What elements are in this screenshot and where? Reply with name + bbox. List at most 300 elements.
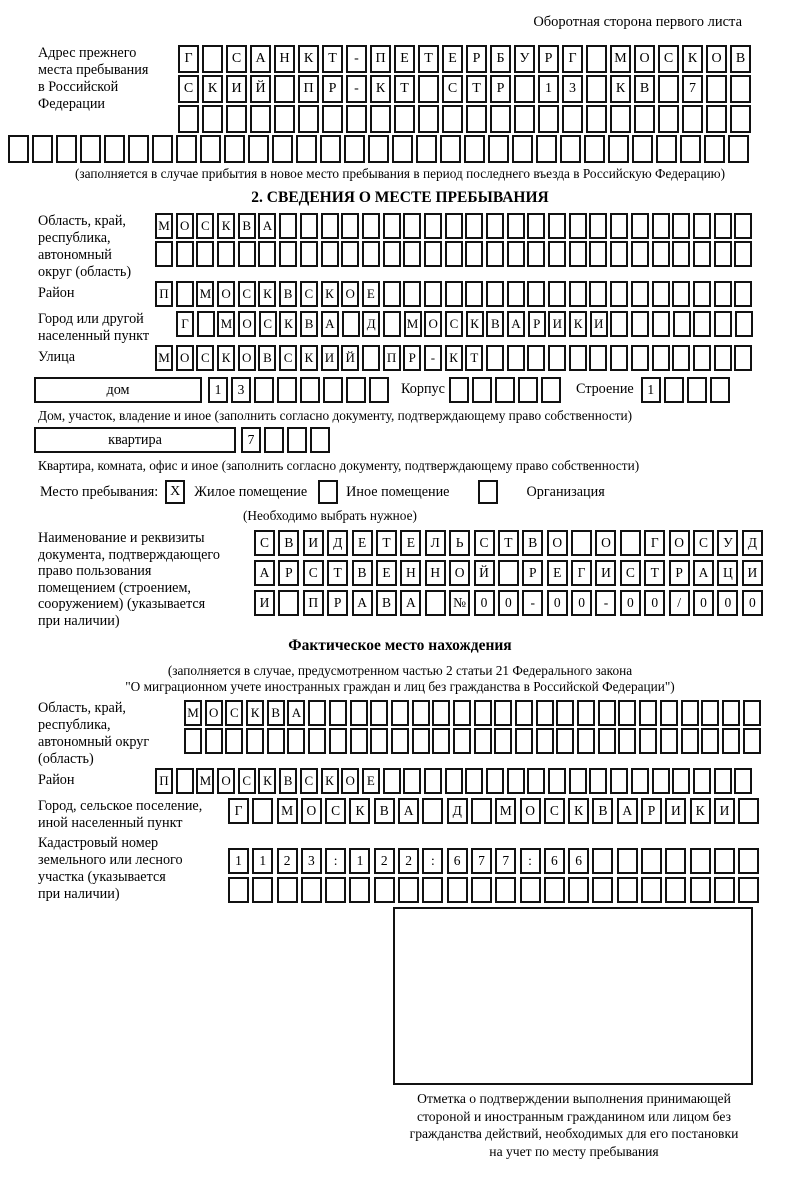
char-cell[interactable]: 3 xyxy=(562,75,583,103)
char-cell[interactable] xyxy=(277,377,297,403)
char-cell[interactable] xyxy=(701,700,719,726)
char-cell[interactable] xyxy=(660,728,678,754)
char-cell[interactable] xyxy=(738,848,759,874)
char-cell[interactable]: 0 xyxy=(620,590,641,616)
char-cell[interactable] xyxy=(658,105,679,133)
char-cell[interactable] xyxy=(301,877,322,903)
char-cell[interactable] xyxy=(248,135,269,163)
char-cell[interactable] xyxy=(176,768,194,794)
char-cell[interactable]: С xyxy=(238,768,256,794)
char-cell[interactable] xyxy=(569,213,587,239)
char-cell[interactable] xyxy=(370,700,388,726)
char-cell[interactable]: И xyxy=(590,311,608,337)
char-cell[interactable] xyxy=(391,728,409,754)
char-cell[interactable] xyxy=(449,377,469,403)
char-cell[interactable]: К xyxy=(349,798,370,824)
char-cell[interactable] xyxy=(453,728,471,754)
korpus-boxes[interactable] xyxy=(449,377,564,403)
char-cell[interactable] xyxy=(544,877,565,903)
char-cell[interactable] xyxy=(710,377,730,403)
char-cell[interactable] xyxy=(197,311,215,337)
char-cell[interactable]: Й xyxy=(341,345,359,371)
char-cell[interactable]: 2 xyxy=(374,848,395,874)
char-cell[interactable] xyxy=(341,241,359,267)
char-cell[interactable] xyxy=(589,345,607,371)
char-cell[interactable] xyxy=(569,768,587,794)
char-cell[interactable]: Р xyxy=(528,311,546,337)
char-cell[interactable] xyxy=(277,877,298,903)
char-cell[interactable]: В xyxy=(730,45,751,73)
char-cell[interactable]: С xyxy=(238,281,256,307)
district-row[interactable] xyxy=(155,281,755,307)
char-cell[interactable] xyxy=(610,281,628,307)
char-cell[interactable] xyxy=(205,728,223,754)
char-cell[interactable] xyxy=(346,105,367,133)
char-cell[interactable] xyxy=(631,345,649,371)
char-cell[interactable]: К xyxy=(569,311,587,337)
char-cell[interactable] xyxy=(398,877,419,903)
char-cell[interactable] xyxy=(424,768,442,794)
street-row[interactable] xyxy=(155,345,755,371)
char-cell[interactable] xyxy=(701,728,719,754)
char-cell[interactable] xyxy=(344,135,365,163)
char-cell[interactable] xyxy=(589,768,607,794)
char-cell[interactable]: А xyxy=(352,590,373,616)
char-cell[interactable] xyxy=(681,700,699,726)
char-cell[interactable] xyxy=(202,45,223,73)
char-cell[interactable]: - xyxy=(522,590,543,616)
actual-city-row[interactable] xyxy=(228,798,763,824)
char-cell[interactable] xyxy=(447,877,468,903)
char-cell[interactable]: О xyxy=(217,281,235,307)
actual-region-row-1[interactable] xyxy=(184,700,763,726)
char-cell[interactable] xyxy=(714,213,732,239)
char-cell[interactable]: В xyxy=(279,281,297,307)
char-cell[interactable] xyxy=(730,105,751,133)
char-cell[interactable] xyxy=(690,848,711,874)
char-cell[interactable] xyxy=(527,241,545,267)
char-cell[interactable] xyxy=(466,105,487,133)
char-cell[interactable]: 1 xyxy=(538,75,559,103)
char-cell[interactable]: С xyxy=(620,560,641,586)
char-cell[interactable]: Т xyxy=(498,530,519,556)
char-cell[interactable] xyxy=(548,213,566,239)
char-cell[interactable]: О xyxy=(520,798,541,824)
char-cell[interactable]: Н xyxy=(274,45,295,73)
char-cell[interactable] xyxy=(693,241,711,267)
char-cell[interactable]: К xyxy=(445,345,463,371)
char-cell[interactable]: П xyxy=(298,75,319,103)
char-cell[interactable] xyxy=(673,311,691,337)
char-cell[interactable] xyxy=(329,728,347,754)
char-cell[interactable] xyxy=(267,728,285,754)
char-cell[interactable]: М xyxy=(196,281,214,307)
char-cell[interactable] xyxy=(693,768,711,794)
char-cell[interactable]: К xyxy=(217,213,235,239)
char-cell[interactable]: К xyxy=(690,798,711,824)
char-cell[interactable] xyxy=(507,241,525,267)
char-cell[interactable] xyxy=(520,877,541,903)
char-cell[interactable] xyxy=(246,728,264,754)
char-cell[interactable]: С xyxy=(303,560,324,586)
char-cell[interactable] xyxy=(495,877,516,903)
char-cell[interactable] xyxy=(743,700,761,726)
char-cell[interactable] xyxy=(672,241,690,267)
char-cell[interactable] xyxy=(610,241,628,267)
char-cell[interactable]: К xyxy=(202,75,223,103)
char-cell[interactable] xyxy=(252,798,273,824)
char-cell[interactable]: В xyxy=(267,700,285,726)
char-cell[interactable] xyxy=(538,105,559,133)
region-row-1[interactable] xyxy=(155,213,755,239)
char-cell[interactable]: В xyxy=(279,768,297,794)
char-cell[interactable]: О xyxy=(176,213,194,239)
char-cell[interactable] xyxy=(631,241,649,267)
char-cell[interactable] xyxy=(672,281,690,307)
char-cell[interactable]: К xyxy=(568,798,589,824)
char-cell[interactable] xyxy=(693,281,711,307)
prev-address-row-1[interactable] xyxy=(178,45,754,73)
char-cell[interactable] xyxy=(714,311,732,337)
char-cell[interactable]: Т xyxy=(322,45,343,73)
char-cell[interactable] xyxy=(472,377,492,403)
char-cell[interactable]: 0 xyxy=(474,590,495,616)
char-cell[interactable] xyxy=(569,281,587,307)
char-cell[interactable] xyxy=(464,135,485,163)
char-cell[interactable]: О xyxy=(205,700,223,726)
char-cell[interactable] xyxy=(610,105,631,133)
char-cell[interactable]: К xyxy=(466,311,484,337)
char-cell[interactable] xyxy=(422,877,443,903)
char-cell[interactable] xyxy=(322,105,343,133)
char-cell[interactable]: А xyxy=(400,590,421,616)
char-cell[interactable]: О xyxy=(341,768,359,794)
char-cell[interactable]: А xyxy=(617,798,638,824)
char-cell[interactable] xyxy=(714,848,735,874)
char-cell[interactable] xyxy=(272,135,293,163)
char-cell[interactable]: К xyxy=(217,345,235,371)
char-cell[interactable]: 0 xyxy=(571,590,592,616)
char-cell[interactable] xyxy=(486,213,504,239)
char-cell[interactable] xyxy=(424,213,442,239)
prev-address-row-3[interactable] xyxy=(178,105,754,133)
char-cell[interactable] xyxy=(217,241,235,267)
char-cell[interactable]: И xyxy=(595,560,616,586)
char-cell[interactable] xyxy=(308,728,326,754)
char-cell[interactable] xyxy=(507,345,525,371)
char-cell[interactable]: Е xyxy=(362,281,380,307)
char-cell[interactable] xyxy=(592,877,613,903)
char-cell[interactable]: К xyxy=(279,311,297,337)
char-cell[interactable] xyxy=(518,377,538,403)
char-cell[interactable] xyxy=(440,135,461,163)
char-cell[interactable] xyxy=(656,135,677,163)
char-cell[interactable]: С xyxy=(300,281,318,307)
char-cell[interactable] xyxy=(329,700,347,726)
char-cell[interactable] xyxy=(403,281,421,307)
char-cell[interactable]: Н xyxy=(400,560,421,586)
char-cell[interactable] xyxy=(254,377,274,403)
char-cell[interactable] xyxy=(196,241,214,267)
char-cell[interactable] xyxy=(589,213,607,239)
char-cell[interactable]: Г xyxy=(571,560,592,586)
char-cell[interactable]: 1 xyxy=(208,377,228,403)
char-cell[interactable] xyxy=(589,241,607,267)
char-cell[interactable]: И xyxy=(254,590,275,616)
char-cell[interactable] xyxy=(541,377,561,403)
char-cell[interactable]: Е xyxy=(394,45,415,73)
char-cell[interactable] xyxy=(639,728,657,754)
char-cell[interactable]: О xyxy=(341,281,359,307)
char-cell[interactable] xyxy=(202,105,223,133)
char-cell[interactable]: О xyxy=(424,311,442,337)
char-cell[interactable]: К xyxy=(300,345,318,371)
char-cell[interactable] xyxy=(693,213,711,239)
char-cell[interactable]: П xyxy=(155,768,173,794)
char-cell[interactable]: Е xyxy=(362,768,380,794)
char-cell[interactable]: : xyxy=(325,848,346,874)
char-cell[interactable]: В xyxy=(592,798,613,824)
char-cell[interactable]: А xyxy=(321,311,339,337)
char-cell[interactable] xyxy=(706,75,727,103)
char-cell[interactable]: Р xyxy=(466,45,487,73)
char-cell[interactable] xyxy=(610,768,628,794)
stay-type-checkbox-organization[interactable] xyxy=(478,480,498,504)
char-cell[interactable]: И xyxy=(548,311,566,337)
char-cell[interactable]: Е xyxy=(547,560,568,586)
char-cell[interactable]: С xyxy=(178,75,199,103)
char-cell[interactable] xyxy=(412,700,430,726)
char-cell[interactable] xyxy=(486,768,504,794)
char-cell[interactable] xyxy=(608,135,629,163)
char-cell[interactable]: Т xyxy=(327,560,348,586)
char-cell[interactable] xyxy=(403,213,421,239)
char-cell[interactable] xyxy=(734,213,752,239)
char-cell[interactable]: С xyxy=(658,45,679,73)
char-cell[interactable] xyxy=(641,877,662,903)
char-cell[interactable] xyxy=(422,798,443,824)
char-cell[interactable] xyxy=(548,345,566,371)
char-cell[interactable]: Н xyxy=(425,560,446,586)
prev-address-row-2[interactable] xyxy=(178,75,754,103)
char-cell[interactable]: И xyxy=(714,798,735,824)
char-cell[interactable] xyxy=(738,877,759,903)
char-cell[interactable] xyxy=(392,135,413,163)
char-cell[interactable]: С xyxy=(254,530,275,556)
actual-district-row[interactable] xyxy=(155,768,755,794)
char-cell[interactable]: Ц xyxy=(717,560,738,586)
char-cell[interactable] xyxy=(586,45,607,73)
char-cell[interactable]: С xyxy=(300,768,318,794)
char-cell[interactable] xyxy=(341,213,359,239)
char-cell[interactable]: Е xyxy=(400,530,421,556)
char-cell[interactable] xyxy=(631,213,649,239)
char-cell[interactable] xyxy=(474,700,492,726)
char-cell[interactable]: В xyxy=(352,560,373,586)
char-cell[interactable]: О xyxy=(238,311,256,337)
char-cell[interactable] xyxy=(548,281,566,307)
char-cell[interactable] xyxy=(323,377,343,403)
char-cell[interactable] xyxy=(369,377,389,403)
char-cell[interactable] xyxy=(403,768,421,794)
char-cell[interactable]: М xyxy=(196,768,214,794)
char-cell[interactable] xyxy=(498,560,519,586)
char-cell[interactable] xyxy=(488,135,509,163)
char-cell[interactable] xyxy=(278,590,299,616)
char-cell[interactable]: - xyxy=(595,590,616,616)
char-cell[interactable] xyxy=(507,768,525,794)
char-cell[interactable] xyxy=(308,700,326,726)
char-cell[interactable] xyxy=(664,377,684,403)
char-cell[interactable] xyxy=(618,700,636,726)
char-cell[interactable]: Р xyxy=(490,75,511,103)
char-cell[interactable]: О xyxy=(301,798,322,824)
char-cell[interactable]: 0 xyxy=(547,590,568,616)
char-cell[interactable]: С xyxy=(225,700,243,726)
char-cell[interactable]: К xyxy=(258,768,276,794)
char-cell[interactable] xyxy=(556,700,574,726)
char-cell[interactable] xyxy=(383,768,401,794)
char-cell[interactable] xyxy=(714,768,732,794)
char-cell[interactable] xyxy=(652,213,670,239)
char-cell[interactable]: П xyxy=(370,45,391,73)
char-cell[interactable] xyxy=(577,728,595,754)
char-cell[interactable] xyxy=(176,241,194,267)
char-cell[interactable] xyxy=(300,377,320,403)
apartment-number-boxes[interactable] xyxy=(241,427,333,453)
stroenie-boxes[interactable] xyxy=(641,377,733,403)
char-cell[interactable]: Т xyxy=(465,345,483,371)
char-cell[interactable] xyxy=(507,213,525,239)
char-cell[interactable] xyxy=(152,135,173,163)
char-cell[interactable] xyxy=(586,105,607,133)
char-cell[interactable]: К xyxy=(682,45,703,73)
char-cell[interactable] xyxy=(465,768,483,794)
char-cell[interactable]: 6 xyxy=(568,848,589,874)
char-cell[interactable] xyxy=(424,281,442,307)
char-cell[interactable]: М xyxy=(155,345,173,371)
char-cell[interactable]: - xyxy=(346,75,367,103)
char-cell[interactable] xyxy=(383,311,401,337)
char-cell[interactable] xyxy=(693,311,711,337)
char-cell[interactable] xyxy=(486,345,504,371)
char-cell[interactable] xyxy=(224,135,245,163)
char-cell[interactable] xyxy=(432,700,450,726)
char-cell[interactable] xyxy=(527,281,545,307)
char-cell[interactable] xyxy=(342,311,360,337)
char-cell[interactable]: 0 xyxy=(644,590,665,616)
char-cell[interactable] xyxy=(362,345,380,371)
char-cell[interactable] xyxy=(226,105,247,133)
char-cell[interactable]: Т xyxy=(466,75,487,103)
char-cell[interactable]: П xyxy=(383,345,401,371)
char-cell[interactable]: Р xyxy=(641,798,662,824)
char-cell[interactable] xyxy=(346,377,366,403)
char-cell[interactable] xyxy=(178,105,199,133)
char-cell[interactable]: О xyxy=(669,530,690,556)
char-cell[interactable] xyxy=(584,135,605,163)
char-cell[interactable] xyxy=(527,768,545,794)
char-cell[interactable] xyxy=(514,105,535,133)
char-cell[interactable] xyxy=(652,281,670,307)
char-cell[interactable] xyxy=(728,135,749,163)
char-cell[interactable] xyxy=(693,345,711,371)
char-cell[interactable]: Д xyxy=(742,530,763,556)
char-cell[interactable] xyxy=(155,241,173,267)
char-cell[interactable] xyxy=(274,105,295,133)
char-cell[interactable]: А xyxy=(398,798,419,824)
char-cell[interactable] xyxy=(722,700,740,726)
char-cell[interactable]: С xyxy=(693,530,714,556)
char-cell[interactable] xyxy=(512,135,533,163)
char-cell[interactable] xyxy=(618,728,636,754)
char-cell[interactable] xyxy=(258,241,276,267)
char-cell[interactable] xyxy=(738,798,759,824)
char-cell[interactable] xyxy=(556,728,574,754)
char-cell[interactable]: С xyxy=(259,311,277,337)
char-cell[interactable]: Р xyxy=(322,75,343,103)
char-cell[interactable]: И xyxy=(742,560,763,586)
char-cell[interactable] xyxy=(714,241,732,267)
char-cell[interactable] xyxy=(610,213,628,239)
char-cell[interactable]: Т xyxy=(644,560,665,586)
char-cell[interactable] xyxy=(734,241,752,267)
char-cell[interactable] xyxy=(617,848,638,874)
region-row-2[interactable] xyxy=(155,241,755,267)
char-cell[interactable] xyxy=(349,877,370,903)
char-cell[interactable]: 6 xyxy=(447,848,468,874)
char-cell[interactable] xyxy=(690,877,711,903)
char-cell[interactable]: Т xyxy=(418,45,439,73)
char-cell[interactable] xyxy=(238,241,256,267)
char-cell[interactable] xyxy=(722,728,740,754)
char-cell[interactable] xyxy=(743,728,761,754)
char-cell[interactable] xyxy=(706,105,727,133)
char-cell[interactable]: С xyxy=(196,213,214,239)
actual-region-row-2[interactable] xyxy=(184,728,763,754)
prev-address-row-4[interactable] xyxy=(8,135,800,163)
stay-type-checkbox-other[interactable] xyxy=(318,480,338,504)
char-cell[interactable]: Г xyxy=(228,798,249,824)
char-cell[interactable]: В xyxy=(300,311,318,337)
char-cell[interactable]: 0 xyxy=(693,590,714,616)
char-cell[interactable] xyxy=(445,768,463,794)
char-cell[interactable]: О xyxy=(706,45,727,73)
char-cell[interactable]: 7 xyxy=(241,427,261,453)
char-cell[interactable] xyxy=(652,311,670,337)
char-cell[interactable] xyxy=(200,135,221,163)
char-cell[interactable]: В xyxy=(374,798,395,824)
char-cell[interactable] xyxy=(300,241,318,267)
char-cell[interactable]: В xyxy=(634,75,655,103)
char-cell[interactable]: С xyxy=(442,75,463,103)
char-cell[interactable] xyxy=(128,135,149,163)
char-cell[interactable]: Т xyxy=(394,75,415,103)
char-cell[interactable] xyxy=(310,427,330,453)
char-cell[interactable]: И xyxy=(665,798,686,824)
char-cell[interactable]: Р xyxy=(403,345,421,371)
char-cell[interactable] xyxy=(465,281,483,307)
char-cell[interactable]: 6 xyxy=(544,848,565,874)
char-cell[interactable] xyxy=(527,345,545,371)
char-cell[interactable]: С xyxy=(226,45,247,73)
char-cell[interactable] xyxy=(184,728,202,754)
char-cell[interactable]: В xyxy=(278,530,299,556)
char-cell[interactable]: 1 xyxy=(349,848,370,874)
char-cell[interactable]: 7 xyxy=(471,848,492,874)
char-cell[interactable]: С xyxy=(474,530,495,556)
char-cell[interactable] xyxy=(680,135,701,163)
